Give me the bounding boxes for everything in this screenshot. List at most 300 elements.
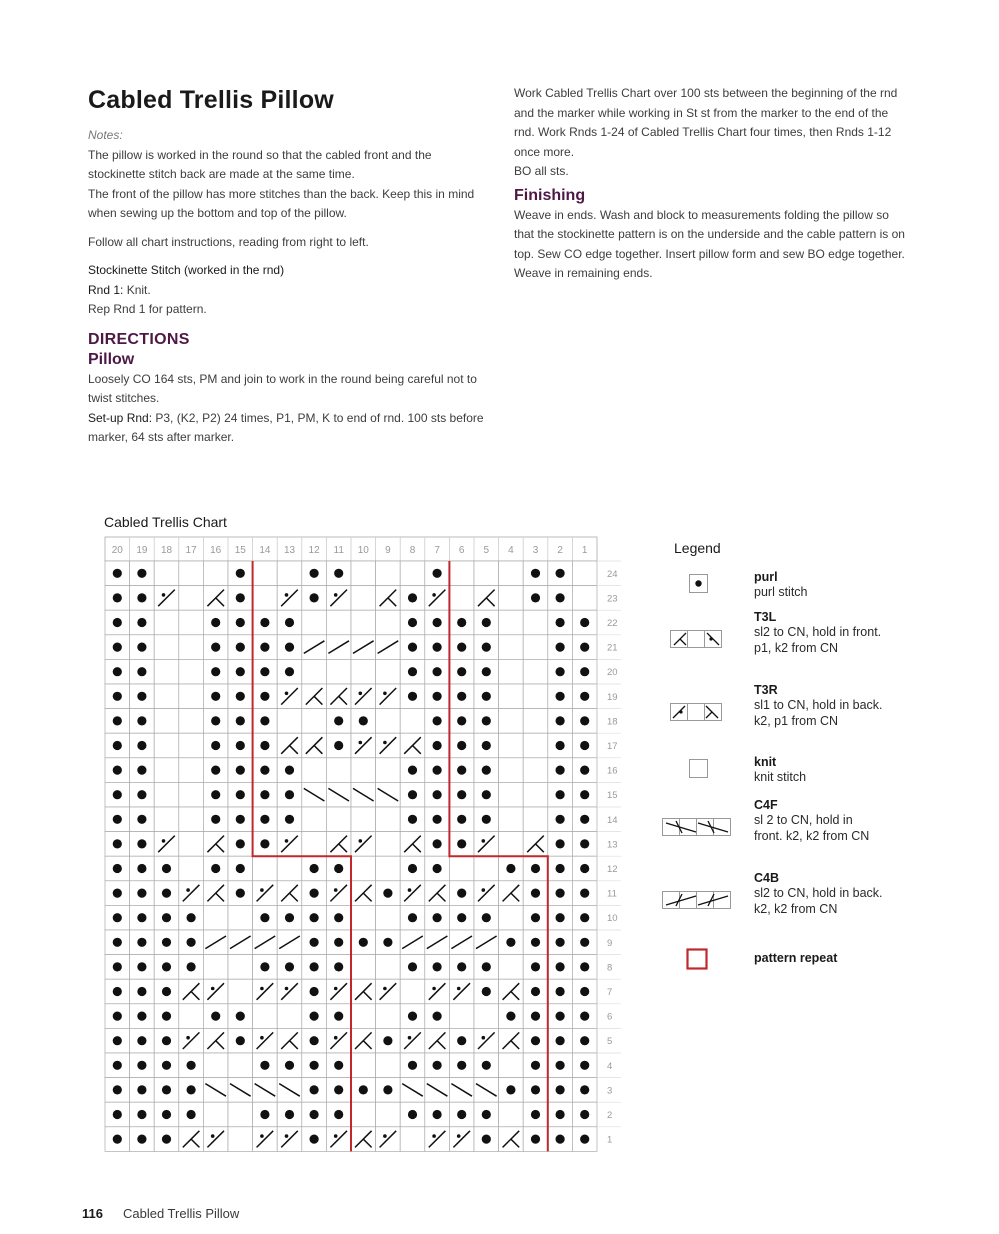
purl-mark — [113, 692, 122, 701]
purl-mark — [137, 938, 146, 947]
purl-mark — [482, 790, 491, 799]
purl-mark — [236, 667, 245, 676]
column-number: 14 — [259, 545, 271, 556]
t3r-mark — [457, 1134, 461, 1138]
t3r-mark — [334, 1134, 338, 1138]
purl-mark — [137, 643, 146, 652]
t3r-mark — [334, 1036, 338, 1040]
t3r-mark — [285, 1134, 289, 1138]
purl-mark — [580, 618, 589, 627]
purl-mark — [211, 618, 220, 627]
legend-name-pattern-repeat: pattern repeat — [754, 951, 838, 965]
left-column — [88, 84, 488, 448]
purl-mark — [162, 913, 171, 922]
purl-mark — [433, 864, 442, 873]
column-number: 16 — [210, 545, 222, 556]
chart-cell — [499, 586, 524, 611]
purl-mark — [580, 1110, 589, 1119]
purl-mark — [334, 962, 343, 971]
chart-cell — [376, 832, 401, 857]
purl-mark — [113, 938, 122, 947]
purl-mark — [236, 692, 245, 701]
stockinette-repeat: Rep Rnd 1 for pattern. — [88, 302, 207, 316]
purl-mark — [457, 913, 466, 922]
purl-mark — [162, 1036, 171, 1045]
chart-cell — [376, 610, 401, 635]
chart-cell — [154, 684, 179, 709]
purl-mark — [383, 938, 392, 947]
purl-mark — [433, 716, 442, 725]
page-title: Cabled Trellis Pillow — [88, 86, 334, 114]
purl-mark — [457, 692, 466, 701]
chart-cell — [572, 586, 597, 611]
purl-symbol-icon — [689, 574, 709, 594]
t3r-mark — [162, 593, 166, 597]
row-number: 10 — [607, 913, 618, 925]
purl-mark — [408, 790, 417, 799]
t3r-mark — [334, 987, 338, 991]
chart-cell — [449, 1004, 474, 1029]
row-number: 14 — [607, 814, 618, 826]
purl-mark — [113, 593, 122, 602]
purl-mark — [137, 913, 146, 922]
purl-mark — [531, 1036, 540, 1045]
finishing-heading: Finishing — [514, 186, 586, 204]
purl-mark — [408, 1110, 417, 1119]
purl-mark — [433, 643, 442, 652]
purl-mark — [137, 1110, 146, 1119]
note-1: The pillow is worked in the round so that the cabled front and the stockinette stitch back are made at the same time. — [88, 147, 432, 181]
chart-cell — [253, 561, 278, 586]
chart-cell — [179, 782, 204, 807]
purl-mark — [580, 889, 589, 898]
column-number: 5 — [483, 545, 490, 556]
chart-cell — [228, 1127, 253, 1152]
purl-mark — [310, 1085, 319, 1094]
purl-mark — [310, 1135, 319, 1144]
purl-mark — [137, 1012, 146, 1021]
chart-cell — [253, 1004, 278, 1029]
chart-cell — [376, 905, 401, 930]
legend-desc-c4f: sl 2 to CN, hold in front. k2, k2 from CN — [754, 813, 870, 843]
chart-cell — [376, 955, 401, 980]
purl-mark — [457, 618, 466, 627]
purl-mark — [162, 1012, 171, 1021]
purl-mark — [236, 618, 245, 627]
purl-mark — [137, 864, 146, 873]
purl-mark — [236, 716, 245, 725]
finishing-text-2: Weave in remaining ends. — [514, 266, 653, 280]
chart-cell — [228, 1102, 253, 1127]
t3r-mark — [260, 888, 264, 892]
purl-mark — [580, 1135, 589, 1144]
chart-cell — [277, 561, 302, 586]
purl-mark — [556, 766, 565, 775]
purl-mark — [383, 1036, 392, 1045]
purl-mark — [310, 569, 319, 578]
chart-cell — [179, 733, 204, 758]
chart-cell — [376, 561, 401, 586]
purl-mark — [113, 790, 122, 799]
purl-mark — [310, 962, 319, 971]
column-number: 10 — [357, 545, 369, 556]
purl-mark — [556, 913, 565, 922]
purl-mark — [556, 889, 565, 898]
chart-cell — [499, 905, 524, 930]
purl-mark — [211, 692, 220, 701]
purl-mark — [310, 1061, 319, 1070]
stockinette-rnd — [88, 281, 488, 301]
column-number: 20 — [111, 545, 123, 556]
row-number: 8 — [607, 962, 613, 974]
t3r-mark — [359, 741, 363, 745]
purl-mark — [137, 1061, 146, 1070]
purl-mark — [408, 593, 417, 602]
purl-mark — [260, 815, 269, 824]
purl-mark — [482, 766, 491, 775]
purl-mark — [556, 864, 565, 873]
chart-cell — [499, 1053, 524, 1078]
purl-mark — [580, 938, 589, 947]
chart-cell — [499, 807, 524, 832]
purl-mark — [408, 766, 417, 775]
t3r-mark — [260, 987, 264, 991]
t3r-mark — [211, 987, 215, 991]
purl-mark — [211, 643, 220, 652]
chart-cell — [376, 856, 401, 881]
purl-mark — [162, 962, 171, 971]
t3r-mark — [334, 888, 338, 892]
purl-mark — [482, 667, 491, 676]
purl-mark — [457, 741, 466, 750]
chart-cell — [376, 758, 401, 783]
purl-mark — [310, 1110, 319, 1119]
work-chart-text: Work Cabled Trellis Chart over 100 sts between the beginning of the rnd and the marker while working in St st from the marker to the end of the rnd. Work Rnds 1-24 of Cabled Trellis Chart four times, then Rnds 1-12 once more. — [514, 86, 898, 159]
chart-cell — [277, 709, 302, 734]
purl-mark — [531, 864, 540, 873]
purl-mark — [113, 1061, 122, 1070]
purl-mark — [556, 815, 565, 824]
purl-mark — [187, 1085, 196, 1094]
chart-cell — [228, 979, 253, 1004]
chart-cell — [351, 1004, 376, 1029]
t3r-mark — [359, 839, 363, 843]
purl-mark — [556, 618, 565, 627]
purl-mark — [137, 692, 146, 701]
purl-mark — [580, 1085, 589, 1094]
chart-cell — [351, 807, 376, 832]
note-2: The front of the pillow has more stitches than the back. Keep this in mind when sewing up the bottom and top of the pillow. — [88, 186, 475, 220]
column-number: 4 — [508, 545, 514, 556]
purl-mark — [482, 1135, 491, 1144]
pattern-repeat-symbol-icon — [686, 948, 710, 972]
purl-mark — [383, 889, 392, 898]
chart-cell — [499, 733, 524, 758]
chart-cell — [376, 1004, 401, 1029]
purl-mark — [506, 938, 515, 947]
cabled-trellis-chart — [100, 535, 630, 1160]
chart-cell — [376, 807, 401, 832]
row-number: 22 — [607, 618, 618, 629]
purl-mark — [137, 839, 146, 848]
purl-mark — [580, 790, 589, 799]
purl-mark — [236, 569, 245, 578]
purl-mark — [408, 1061, 417, 1070]
legend-name-knit: knit — [754, 755, 777, 769]
purl-mark — [457, 962, 466, 971]
purl-mark — [113, 716, 122, 725]
chart-cell — [302, 758, 327, 783]
purl-mark — [556, 1036, 565, 1045]
purl-mark — [211, 741, 220, 750]
purl-mark — [580, 766, 589, 775]
chart-cell — [351, 905, 376, 930]
purl-mark — [482, 1061, 491, 1070]
purl-mark — [310, 593, 319, 602]
purl-mark — [580, 741, 589, 750]
row-number: 11 — [607, 888, 617, 900]
purl-mark — [580, 987, 589, 996]
chart-cell — [179, 659, 204, 684]
purl-mark — [236, 643, 245, 652]
purl-mark — [457, 1036, 466, 1045]
chart-cell — [376, 659, 401, 684]
purl-mark — [310, 1036, 319, 1045]
chart-cell — [499, 782, 524, 807]
purl-mark — [187, 962, 196, 971]
purl-mark — [433, 815, 442, 824]
purl-mark — [187, 938, 196, 947]
purl-mark — [260, 643, 269, 652]
purl-mark — [482, 962, 491, 971]
chart-cell — [179, 807, 204, 832]
chart-cell — [523, 684, 548, 709]
purl-mark — [457, 815, 466, 824]
purl-mark — [334, 1012, 343, 1021]
chart-cell — [400, 979, 425, 1004]
chart-cell — [523, 733, 548, 758]
purl-mark — [137, 790, 146, 799]
purl-mark — [359, 938, 368, 947]
purl-mark — [260, 790, 269, 799]
chart-cell — [499, 955, 524, 980]
chart-cell — [179, 635, 204, 660]
purl-mark — [457, 766, 466, 775]
chart-cell — [326, 610, 351, 635]
purl-mark — [482, 692, 491, 701]
stockinette-title: Stockinette Stitch (worked in the rnd) — [88, 263, 285, 277]
purl-mark — [113, 1036, 122, 1045]
chart-cell — [203, 905, 228, 930]
chart-cell — [179, 832, 204, 857]
purl-mark — [113, 643, 122, 652]
row-number: 12 — [607, 864, 618, 875]
chart-cell — [277, 1004, 302, 1029]
chart-cell — [302, 807, 327, 832]
purl-mark — [236, 741, 245, 750]
chart-cell — [523, 782, 548, 807]
purl-mark — [408, 692, 417, 701]
row-number: 1 — [607, 1134, 613, 1146]
purl-mark — [580, 643, 589, 652]
chart-cell — [376, 709, 401, 734]
purl-mark — [580, 815, 589, 824]
purl-mark — [285, 618, 294, 627]
purl-mark — [260, 618, 269, 627]
purl-mark — [137, 1085, 146, 1094]
chart-cell — [572, 561, 597, 586]
chart-cell — [302, 709, 327, 734]
t3r-mark — [457, 987, 461, 991]
chart-cell — [499, 758, 524, 783]
purl-mark — [113, 889, 122, 898]
purl-mark — [556, 593, 565, 602]
purl-mark — [433, 618, 442, 627]
purl-mark — [433, 1061, 442, 1070]
purl-mark — [113, 667, 122, 676]
purl-mark — [531, 1110, 540, 1119]
purl-mark — [580, 667, 589, 676]
chart-cell — [179, 684, 204, 709]
purl-mark — [556, 1061, 565, 1070]
row-number: 16 — [607, 765, 618, 777]
purl-mark — [113, 913, 122, 922]
purl-mark — [531, 938, 540, 947]
chart-cell — [499, 1102, 524, 1127]
purl-mark — [137, 1036, 146, 1045]
purl-mark — [236, 815, 245, 824]
purl-mark — [408, 962, 417, 971]
purl-mark — [433, 569, 442, 578]
chart-cell — [376, 1053, 401, 1078]
legend-desc-knit: knit stitch — [754, 770, 807, 784]
chart-cell — [326, 807, 351, 832]
purl-mark — [236, 593, 245, 602]
column-number: 12 — [308, 545, 320, 556]
purl-mark — [383, 1085, 392, 1094]
purl-mark — [162, 864, 171, 873]
purl-mark — [457, 643, 466, 652]
purl-mark — [408, 913, 417, 922]
purl-mark — [137, 889, 146, 898]
purl-mark — [433, 790, 442, 799]
row-number: 5 — [607, 1036, 613, 1048]
purl-mark — [260, 766, 269, 775]
c4f-symbol-icon — [662, 818, 736, 838]
purl-mark — [531, 1085, 540, 1094]
chart-cell — [351, 1102, 376, 1127]
row-number: 6 — [607, 1011, 613, 1023]
purl-mark — [137, 1135, 146, 1144]
purl-mark — [556, 741, 565, 750]
t3r-mark — [383, 987, 387, 991]
purl-mark — [162, 889, 171, 898]
purl-mark — [506, 1012, 515, 1021]
column-number: 1 — [581, 545, 588, 556]
purl-mark — [310, 1012, 319, 1021]
purl-mark — [580, 839, 589, 848]
purl-mark — [285, 643, 294, 652]
chart-cell — [228, 1053, 253, 1078]
t3r-mark — [432, 1134, 436, 1138]
purl-mark — [556, 790, 565, 799]
legend-desc-purl: purl stitch — [754, 585, 808, 599]
purl-mark — [236, 766, 245, 775]
purl-mark — [162, 1135, 171, 1144]
chart-cell — [154, 807, 179, 832]
purl-mark — [433, 692, 442, 701]
purl-mark — [236, 839, 245, 848]
purl-mark — [556, 938, 565, 947]
c4b-symbol-icon — [662, 891, 736, 911]
chart-cell — [499, 832, 524, 857]
purl-mark — [113, 1085, 122, 1094]
t3r-mark — [162, 839, 166, 843]
purl-mark — [211, 790, 220, 799]
chart-cell — [154, 733, 179, 758]
chart-cell — [326, 659, 351, 684]
purl-mark — [457, 790, 466, 799]
purl-mark — [359, 716, 368, 725]
chart-cell — [523, 610, 548, 635]
row-number: 13 — [607, 839, 618, 851]
row-number: 18 — [607, 716, 618, 728]
chart-cell — [277, 856, 302, 881]
purl-mark — [408, 1012, 417, 1021]
legend-name-c4b: C4B — [754, 871, 780, 885]
purl-mark — [433, 766, 442, 775]
purl-mark — [236, 790, 245, 799]
t3r-mark — [186, 1036, 190, 1040]
row-number: 7 — [607, 987, 613, 998]
purl-mark — [556, 1135, 565, 1144]
chart-cell — [351, 856, 376, 881]
purl-mark — [408, 643, 417, 652]
purl-mark — [531, 913, 540, 922]
row-number: 9 — [607, 937, 613, 949]
chart-cell — [523, 635, 548, 660]
purl-mark — [556, 643, 565, 652]
column-number: 17 — [185, 545, 197, 556]
purl-mark — [187, 913, 196, 922]
chart-cell — [351, 610, 376, 635]
purl-mark — [137, 962, 146, 971]
row-number: 3 — [607, 1085, 613, 1097]
chart-cell — [499, 635, 524, 660]
t3r-mark — [432, 987, 436, 991]
chart-cell — [302, 659, 327, 684]
purl-mark — [113, 864, 122, 873]
purl-mark — [556, 667, 565, 676]
column-number: 8 — [409, 545, 416, 556]
purl-mark — [556, 987, 565, 996]
purl-mark — [457, 839, 466, 848]
chart-cell — [351, 586, 376, 611]
t3r-mark — [383, 1134, 387, 1138]
setup-text: P3, (K2, P2) 24 times, P1, PM, K to end of rnd. 100 sts before marker, 64 sts after marker. — [88, 410, 484, 444]
legend-desc-c4b: sl2 to CN, hold in back. k2, k2 from CN — [754, 886, 883, 916]
t3r-mark — [334, 593, 338, 597]
row-number: 2 — [607, 1110, 613, 1121]
page-footer — [82, 1206, 239, 1221]
chart-cell — [154, 709, 179, 734]
purl-mark — [531, 987, 540, 996]
stockinette-rnd-label: Rnd 1: — [88, 282, 124, 297]
t3r-mark — [383, 692, 387, 696]
stockinette-rnd-text: Knit. — [123, 282, 151, 297]
purl-mark — [433, 667, 442, 676]
row-number: 21 — [607, 642, 618, 654]
